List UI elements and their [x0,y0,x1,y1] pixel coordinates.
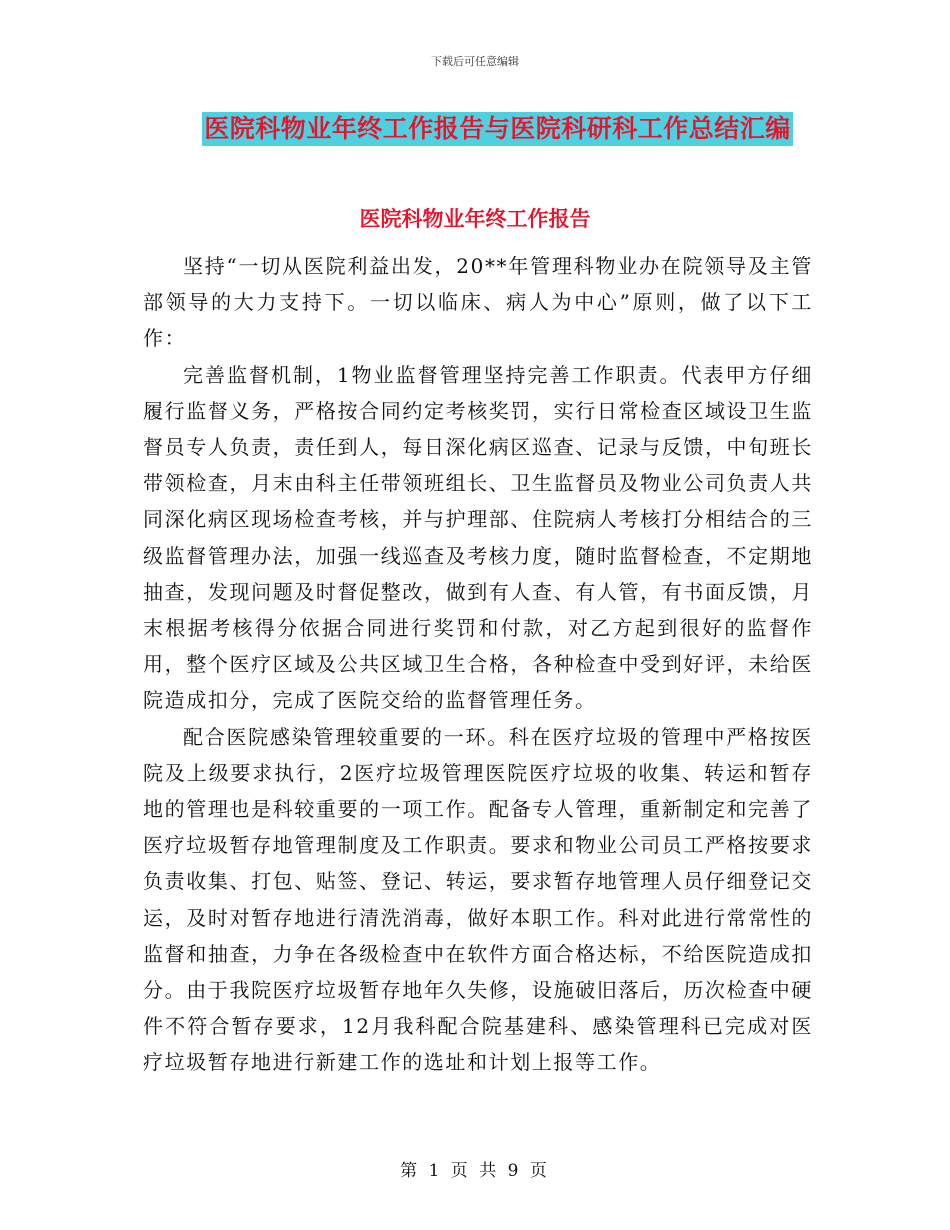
section-title: 医院科物业年终工作报告 [359,207,591,231]
body-paragraph-2: 完善监督机制，1物业监督管理坚持完善工作职责。代表甲方仔细履行监督义务，严格按合同约定考核奖罚，实行日常检查区域设卫生监督员专人负责，责任到人，每日深化病区巡查、记录与反馈，中旬班长带领检查，月末由科主任带领班组长、卫生监督员及物业公司负责人共同深化病区现场检查考核，并与护理部、住院病人考核打分相结合的三级监督管理办法，加强一线巡查及考核力度，随时监督检查，不定期地抽查，发现问题及时督促整改，做到有人查、有人管，有书面反馈，月末根据考核得分依据合同进行奖罚和付款，对乙方起到很好的监督作用，整个医疗区域及公共区域卫生合格，各种检查中受到好评，未给医院造成扣分，完成了医院交给的监督管理任务。 [143,362,813,713]
document-title: 医院科物业年终工作报告与医院科研科工作总结汇编 [202,112,793,146]
document-title-container [0,112,950,146]
page-number-footer: 第 1 页 共 9 页 [400,1161,550,1181]
document-body [143,248,813,1081]
body-paragraph-3: 配合医院感染管理较重要的一环。科在医疗垃圾的管理中严格按医院及上级要求执行，2医疗垃圾管理医院医疗垃圾的收集、转运和暂存地的管理也是科较重要的一项工作。配备专人管理，重新制定和完善了医疗垃圾暂存地管理制度及工作职责。要求和物业公司员工严格按要求负责收集、打包、贴签、登记、转运，要求暂存地管理人员仔细登记交运，及时对暂存地进行清洗消毒，做好本职工作。科对此进行常常性的监督和抽查，力争在各级检查中在软件方面合格达标，不给医院造成扣分。由于我院医疗垃圾暂存地年久失修，设施破旧落后，历次检查中硬件不符合暂存要求，12月我科配合院基建科、感染管理科已完成对医疗垃圾暂存地进行新建工作的选址和计划上报等工作。 [143,724,813,1075]
body-paragraph-1: 坚持“一切从医院利益出发，20**年管理科物业办在院领导及主管部领导的大力支持下。一切以临床、病人为中心”原则，做了以下工作： [143,254,813,351]
page-header-note: 下载后可任意编辑 [431,55,519,68]
